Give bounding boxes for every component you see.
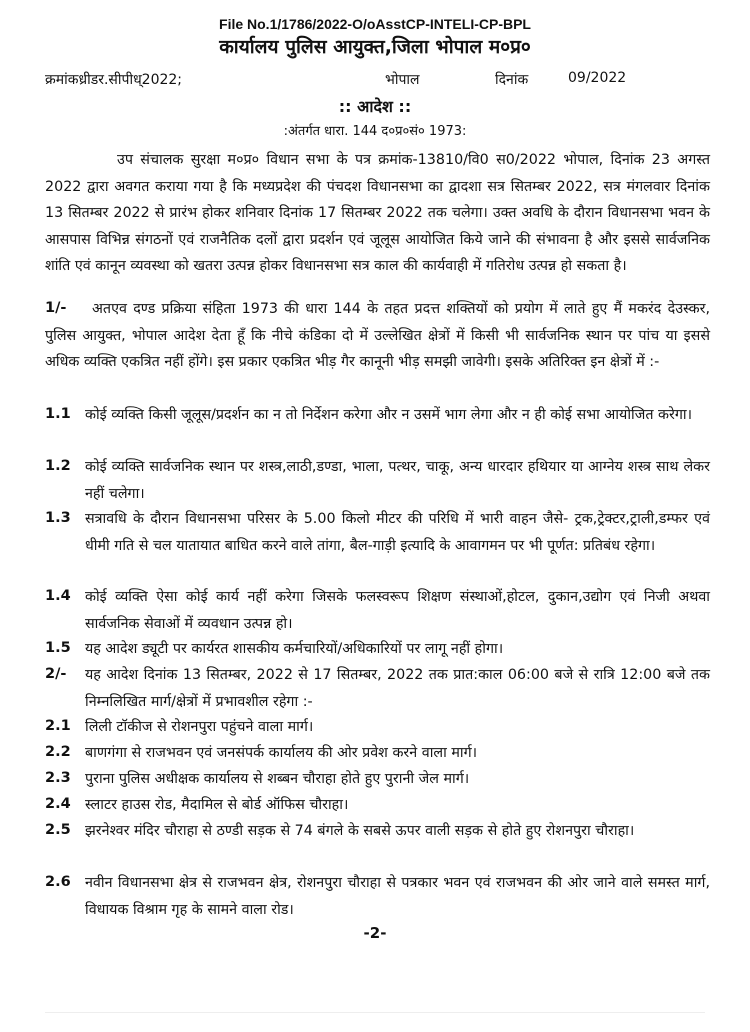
- date-label: दिनांक: [495, 72, 529, 88]
- clause-1-2: कोई व्यक्ति सार्वजनिक स्थान पर शस्त्र,लाठी,डण्डा, भाला, पत्थर, चाकू, अन्य धारदार हथियार या आग्नेय शस्त्र साथ लेकर नहीं चलेगा।: [85, 459, 710, 502]
- clause-number: 2.2: [45, 744, 71, 760]
- page-number: -2-: [363, 924, 387, 942]
- place: भोपाल: [385, 72, 420, 88]
- clause-number: 2.6: [45, 874, 71, 890]
- paragraph-2: यह आदेश दिनांक 13 सितम्बर, 2022 से 17 सितम्बर, 2022 तक प्रात:काल 06:00 बजे से रात्रि 12:00 बजे तक निम्नलिखित मार्ग/क्षेत्रों में प्रभावशील रहेगा :-: [85, 667, 710, 710]
- clause-1-1: कोई व्यक्ति किसी जूलूस/प्रदर्शन का न तो निर्देशन करेगा और न उसमें भाग लेगा और न ही कोई सभा आयोजित करेगा।: [85, 407, 693, 423]
- paragraph-number: 2/-: [45, 666, 67, 682]
- clause-number: 1.1: [45, 406, 71, 422]
- office-title: कार्यालय पुलिस आयुक्त,जिला भोपाल म०प्र०: [219, 36, 531, 58]
- clause-2-2: बाणगंगा से राजभवन एवं जनसंपर्क कार्यालय की ओर प्रवेश करने वाला मार्ग।: [85, 745, 478, 761]
- order-title: :: आदेश ::: [338, 97, 412, 116]
- reference-number: क्रमांकध्रीडर.सीपीध्2022;: [45, 72, 183, 88]
- clause-number: 1.5: [45, 640, 71, 656]
- clause-2-1: लिली टॉकीज से रोशनपुरा पहुंचने वाला मार्ग।: [85, 719, 314, 735]
- clause-2-6: नवीन विधानसभा क्षेत्र से राजभवन क्षेत्र, रोशनपुरा चौराहा से पत्रकार भवन एवं राजभवन की ओर जाने वाले समस्त मार्ग, विधायक विश्राम गृह के सामने वाला रोड।: [85, 875, 710, 918]
- clause-2-5: झरनेश्वर मंदिर चौराहा से ठण्डी सड़क से 74 बंगले के सबसे ऊपर वाली सड़क से होते हुए रोशनपुरा चौराहा।: [85, 823, 635, 839]
- scan-edge-divider: [45, 1012, 705, 1013]
- clause-2-3: पुराना पुलिस अधीक्षक कार्यालय से शब्बन चौराहा होते हुए पुरानी जेल मार्ग।: [85, 771, 470, 787]
- clause-1-3: सत्रावधि के दौरान विधानसभा परिसर के 5.00 किलो मीटर की परिधि में भारी वाहन जैसे- ट्रक,ट्रेक्टर,ट्राली,डम्फर एवं धीमी गति से चल यातायात बाधित करने वाले तांगा, बैल-गाड़ी इत्यादि के आवागमन पर भी पूर्णत: प्रतिबंध रहेगा।: [85, 511, 710, 554]
- clause-number: 1.3: [45, 510, 71, 526]
- paragraph-1: अतएव दण्ड प्रक्रिया संहिता 1973 की धारा 144 के तहत प्रदत्त शक्तियों को प्रयोग में लाते हुए मैं मकरंद देउस्कर, पुलिस आयुक्त, भोपाल आदेश देता हूँ कि नीचे कंडिका दो में उल्लेखित क्षेत्रों में किसी भी सार्वजनिक स्थान पर पांच या इससे अधिक व्यक्ति एकत्रित नहीं होंगे। इस प्रकार एकत्रित भीड़ गैर कानूनी भीड़ समझी जावेगी। इसके अतिरिक्त इन क्षेत्रों में :-: [45, 301, 710, 370]
- clause-number: 2.1: [45, 718, 71, 734]
- clause-number: 2.3: [45, 770, 71, 786]
- clause-1-5: यह आदेश ड्यूटी पर कार्यरत शासकीय कर्मचारियों/अधिकारियों पर लागू नहीं होगा।: [85, 641, 504, 657]
- under-section: :अंतर्गत धारा. 144 द०प्र०सं० 1973:: [283, 124, 467, 139]
- clause-number: 1.2: [45, 458, 71, 474]
- file-number: File No.1/1786/2022-O/oAsstCP-INTELI-CP-BPL: [219, 16, 531, 32]
- clause-2-4: स्लाटर हाउस रोड, मैदामिल से बोर्ड ऑफिस चौराहा।: [85, 797, 349, 813]
- clause-number: 2.4: [45, 796, 71, 812]
- clause-number: 1.4: [45, 588, 71, 604]
- intro-paragraph: उप संचालक सुरक्षा म०प्र० विधान सभा के पत्र क्रमांक-13810/वि0 स0/2022 भोपाल, दिनांक 23 अगस्त 2022 द्वारा अवगत कराया गया है कि मध्यप्रदेश की पंचदश विधानसभा का द्वादशा सत्र सितम्बर 2022, सत्र मंगलवार दिनांक 13 सितम्बर 2022 से प्रारंभ होकर शनिवार दिनांक 17 सितम्बर 2022 तक चलेगा। उक्त अवधि के दौरान विधानसभा भवन के आसपास विभिन्न संगठनों एवं राजनैतिक दलों द्वारा प्रदर्शन एवं जूलूस आयोजित किये जाने की संभावना है और इससे सार्वजनिक शांति एवं कानून व्यवस्था को खतरा उत्पन्न होकर विधानसभा सत्र काल की कार्यवाही में गतिरोध उत्पन्न हो सकता है।: [45, 152, 710, 274]
- paragraph-number: 1/-: [45, 300, 67, 316]
- clause-number: 2.5: [45, 822, 71, 838]
- date-value: 09/2022: [568, 70, 627, 86]
- clause-1-4: कोई व्यक्ति ऐसा कोई कार्य नहीं करेगा जिसके फलस्वरूप शिक्षण संस्थाओं,होटल, दुकान,उद्योग एवं निजी अथवा सार्वजनिक सेवाओं में व्यवधान उत्पन्न हो।: [85, 589, 710, 632]
